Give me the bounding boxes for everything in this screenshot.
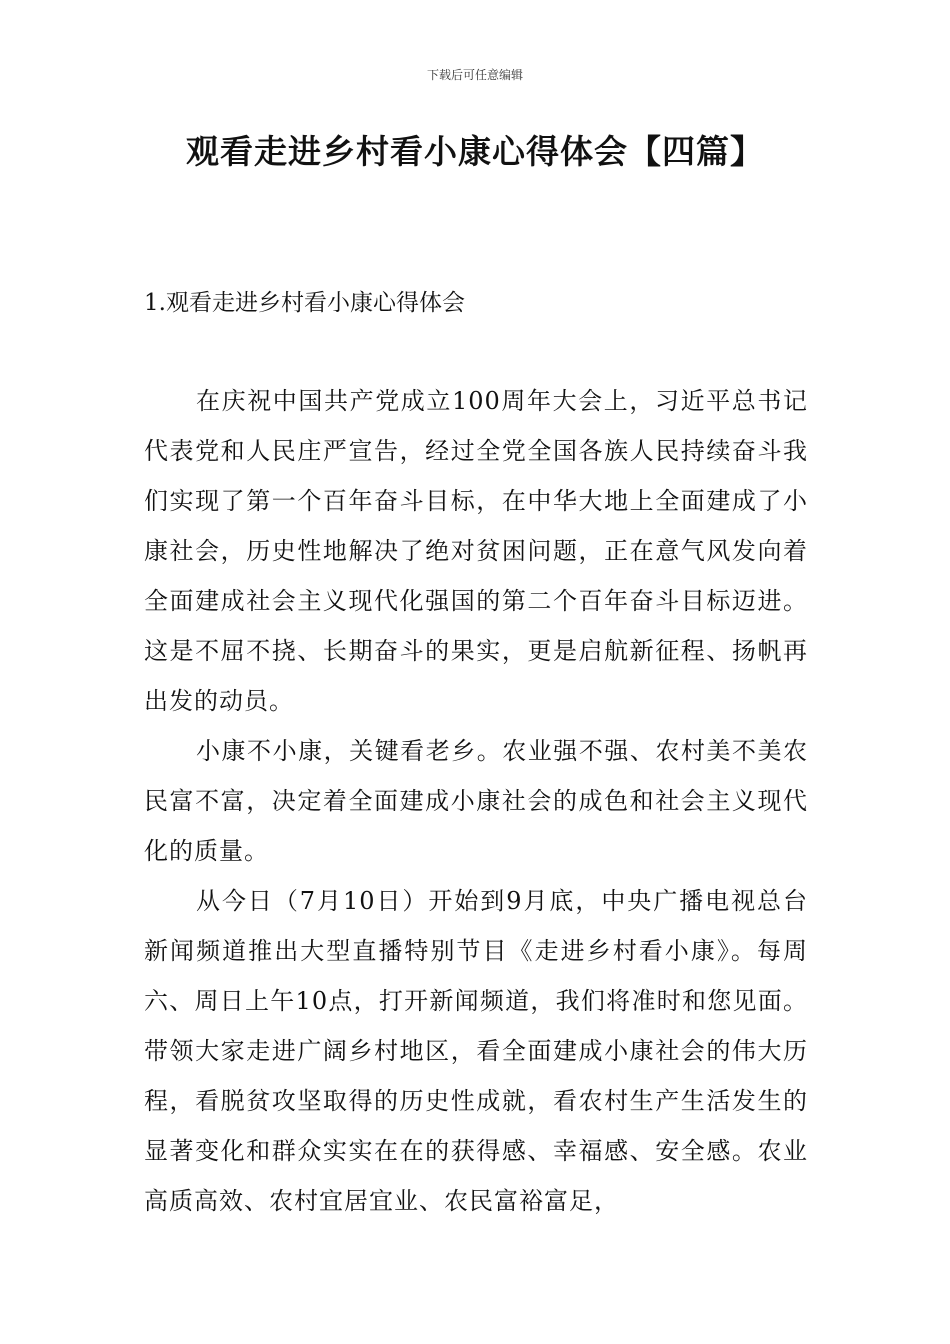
- header-note: 下载后可任意编辑: [426, 68, 523, 82]
- section-heading: 1.观看走进乡村看小康心得体会: [144, 290, 465, 316]
- document-title: 观看走进乡村看小康心得体会【四篇】: [186, 132, 764, 171]
- paragraph-2: 小康不小康，关键看老乡。农业强不强、农村美不美农民富不富，决定着全面建成小康社会的成色和社会主义现代化的质量。: [144, 737, 808, 865]
- body-text: [144, 376, 808, 1226]
- paragraph-1: 在庆祝中国共产党成立100周年大会上，习近平总书记代表党和人民庄严宣告，经过全党全国各族人民持续奋斗我们实现了第一个百年奋斗目标，在中华大地上全面建成了小康社会，历史性地解决了绝对贫困问题，正在意气风发向着全面建成社会主义现代化强国的第二个百年奋斗目标迈进。这是不屈不挠、长期奋斗的果实，更是启航新征程、扬帆再出发的动员。: [144, 387, 808, 715]
- paragraph-3: 从今日（7月10日）开始到9月底，中央广播电视总台新闻频道推出大型直播特别节目《走进乡村看小康》。每周六、周日上午10点，打开新闻频道，我们将准时和您见面。带领大家走进广阔乡村地区，看全面建成小康社会的伟大历程，看脱贫攻坚取得的历史性成就，看农村生产生活发生的显著变化和群众实实在在的获得感、幸福感、安全感。农业高质高效、农村宜居宜业、农民富裕富足，: [144, 887, 808, 1215]
